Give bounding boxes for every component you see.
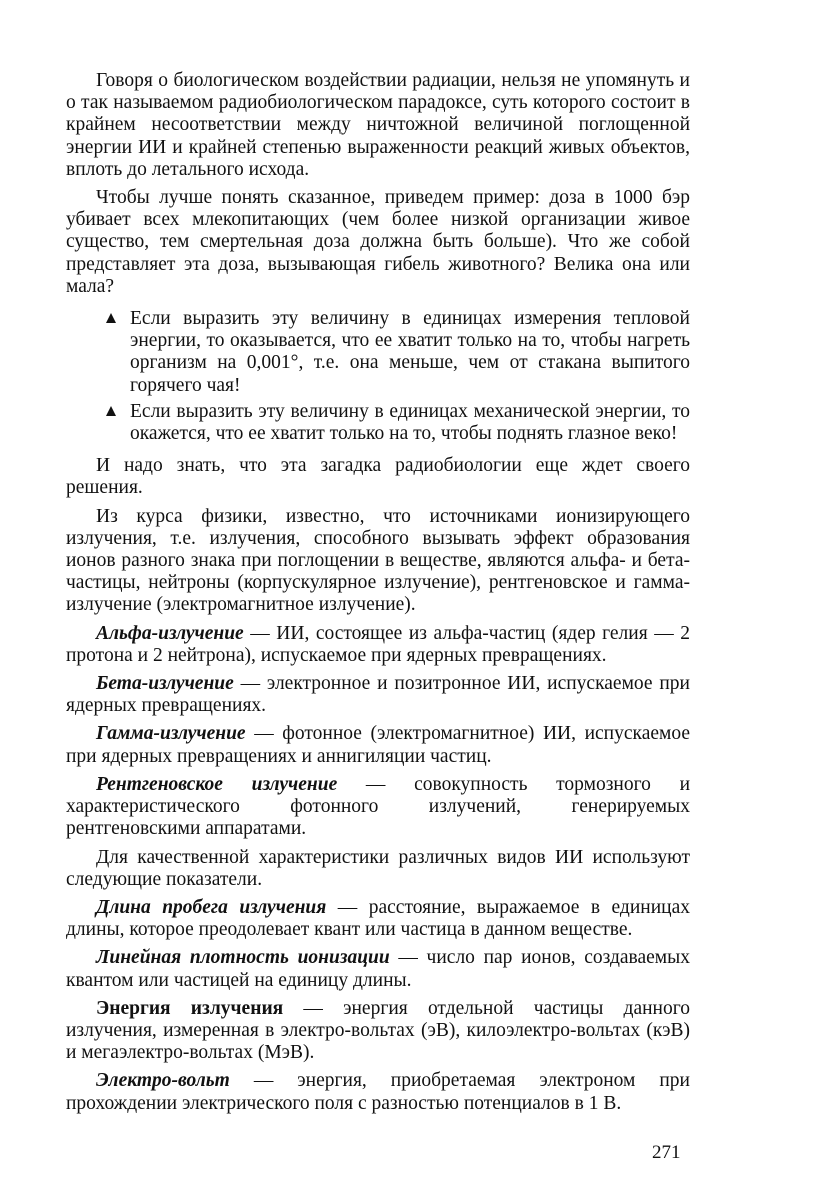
- definition-beta-text: — электронное и позитронное ИИ, испускаемое при ядерных превращениях.: [66, 673, 690, 717]
- paragraph-dose-example: Чтобы лучше понять сказанное, приведем пример: доза в 1000 бэр убивает всех млекопитающих (чем более низкой организации живое существо, тем смертельная доза должна быть больше). Что же собой представляет эта доза, вызывающая гибель животного? Велика она или мала?: [66, 187, 690, 297]
- definition-xray: [66, 774, 690, 841]
- term-gamma: Гамма-излучение: [96, 723, 246, 745]
- definition-xray-text: — совокупность тормозного и характеристического фотонного излучений, генерируемых рентгеновскими аппаратами.: [66, 773, 691, 840]
- list-item-text: Если выразить эту величину в единицах механической энергии, то окажется, что ее хватит только на то, чтобы поднять глазное веко!: [130, 400, 690, 445]
- term-beta: Бета-излучение: [96, 673, 234, 695]
- bullet-list: [66, 308, 690, 445]
- definition-ionization: [66, 947, 690, 991]
- list-item: [66, 308, 690, 397]
- triangle-bullet-icon: [106, 406, 116, 416]
- definition-alpha-text: — ИИ, состоящее из альфа-частиц (ядер гелия — 2 протона и 2 нейтрона), испускаемое при ядерных превращениях.: [66, 622, 690, 666]
- list-item-text: Если выразить эту величину в единицах измерения тепловой энергии, то оказывается, что ее хватит только на то, чтобы нагреть организм на 0,001°, т.е. она меньше, чем от стакана выпитого горячего чая!: [130, 308, 690, 396]
- definition-energy: [66, 998, 690, 1065]
- definition-range: [66, 897, 690, 941]
- term-xray: Рентгеновское излучение: [96, 773, 338, 795]
- definition-beta: [66, 673, 690, 717]
- definition-ev-text: — энергия, приобретаемая электроном при прохождении электрического поля с разностью потенциалов в 1 В.: [66, 1070, 690, 1114]
- list-item: [66, 401, 690, 445]
- definition-ionization-text: — число пар ионов, создаваемых квантом или частицей на единицу длины.: [66, 947, 690, 991]
- paragraph-radiobiological-paradox: Говоря о биологическом воздействии радиации, нельзя не упомянуть и о так называемом радиобиологическом парадоксе, суть которого состоит в крайнем несоответствии между ничтожной величиной поглощенной энергии ИИ и крайней степенью выраженности реакций живых объектов, вплоть до летального исхода.: [66, 70, 690, 180]
- paragraph-riddle: И надо знать, что эта загадка радиобиологии еще ждет своего решения.: [66, 455, 690, 499]
- term-energy: Энергия излучения: [96, 997, 284, 1019]
- page-number: 271: [652, 1142, 681, 1163]
- term-range: Длина пробега излучения: [96, 896, 327, 918]
- triangle-bullet-icon: [106, 313, 116, 323]
- paragraph-radiation-sources: Из курса физики, известно, что источниками ионизирующего излучения, т.е. излучения, способного вызывать эффект образования ионов разного знака при поглощении в веществе, являются альфа- и бета-частицы, нейтроны (корпускулярное излучение), рентгеновское и гамма-излучение (электромагнитное излучение).: [66, 505, 690, 616]
- definition-range-text: — расстояние, выражаемое в единицах длины, которое преодолевает квант или частица в данном веществе.: [66, 896, 690, 941]
- paragraph-indicators: Для качественной характеристики различных видов ИИ используют следующие показатели.: [66, 846, 690, 890]
- definition-alpha: [66, 623, 690, 667]
- definition-ev: [66, 1070, 690, 1114]
- definition-gamma: [66, 723, 690, 767]
- term-ionization: Линейная плотность ионизации: [96, 947, 390, 969]
- term-ev: Электро-вольт: [96, 1070, 230, 1092]
- term-alpha: Альфа-излучение: [96, 622, 244, 644]
- definition-gamma-text: — фотонное (электромагнитное) ИИ, испускаемое при ядерных превращениях и аннигиляции частиц.: [66, 723, 690, 767]
- definition-energy-text: — энергия отдельной частицы данного излучения, измеренная в электро-вольтах (эВ), килоэлектро-вольтах (кэВ) и мегаэлектро-вольтах (МэВ).: [66, 997, 690, 1064]
